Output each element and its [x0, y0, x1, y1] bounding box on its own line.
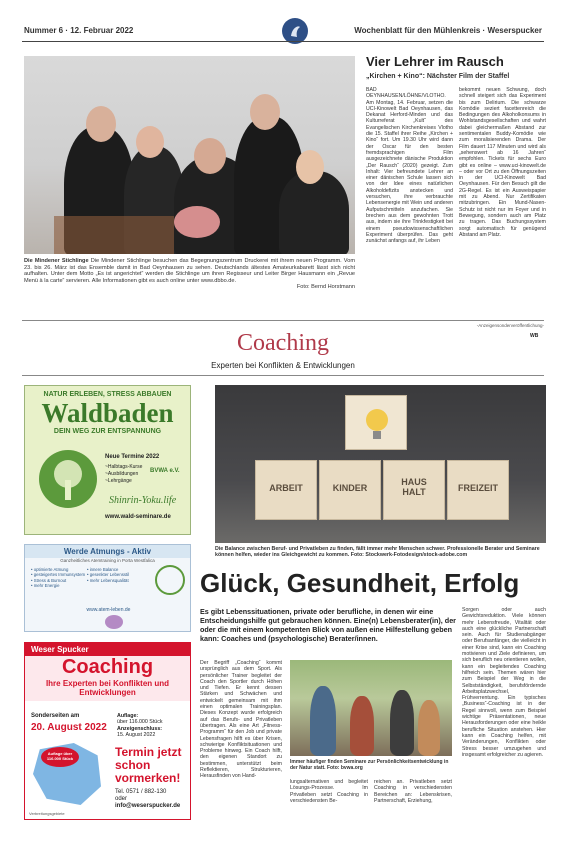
section-subtitle: Experten bei Konflikten & Entwicklungen	[211, 361, 355, 370]
cubes-caption	[215, 546, 546, 559]
ws-mail[interactable]: info@weserspucker.de	[115, 803, 181, 809]
atmung-item: • mehr Energie	[31, 583, 60, 589]
atmung-ad[interactable]	[24, 544, 191, 632]
ws-auflage-label: Auflage:	[117, 713, 139, 719]
anzeige-label: -Anzeigensonderveröffentlichung-	[476, 323, 544, 328]
waldbaden-assoc: BVWA e.V.	[150, 468, 180, 474]
caption-text: Die Mindener Stichlinge besuchen das Begegnungszentrum Druckerei mit ihrem neuen Programm. Vom 23. bis 26. März ist das Ensemble damit in Bad Oeynhausen zu sehen. Deutschlands ältestes Amateurkabarett lässt sich nicht aufhalten. Unter dem Motto „Es ist angerichtet“ werden die Stichlinge um ihren Regisseur und Leiter Birger Hausmann ein „Revue Menü à la carte“ servieren. Alle Informationen gibt es auch online unter www.dbbo.de.	[24, 258, 355, 284]
atmung-item: • mehr Lebensqualität	[87, 577, 129, 583]
cubes-credit: Foto: Stockwerk-Fotodesign/stock-adobe.com	[350, 552, 468, 559]
waldbaden-item: ~Lehrgänge	[105, 478, 132, 484]
ws-brand: Weser Spucker	[25, 643, 190, 656]
waldbaden-item: ~Halbtags-Kurse	[105, 464, 143, 470]
ws-date: 20. August 2022	[31, 722, 107, 733]
atmung-title: Werde Atmungs - Aktiv	[25, 545, 190, 558]
photo-credit: Foto: Bernd Horstmann	[296, 284, 355, 291]
atmung-item: • gesteigertes Immunsystem	[31, 572, 86, 578]
article-col-1: BAD OEYNHAUSEN/LÖHNE/VLOTHO. Am Montag, 14. Februar, setzen die UCI-Kinowelt Bad Oeynhausen, das Dekanat Herford-Minden und das Kulturreferat „Kult“ des Evangelischen Kirchenkreises Vlotho die 15. Staffel ihrer Reihe „Kirchen + Kino“ fort. Um 19.30 Uhr wird dann der Oscar für den besten fremdsprachigen Film ausgezeichnete dänische Produktion „Der Rausch“ (2020) gezeigt. Zum Inhalt: Vier befreundete Lehrer an einer dänischen Schule lassen sich von der Idee eines natürlichen Alkoholdefizits anstecken und versuchen, ihre verbrauchte Lebensenergie mit Wein und anderen Aufputschmitteln anzufachen. Sie brechen aus dem gewohnten Trott aus, indem sie ihre Trinkfestigkeit bei einem pseudowissenschaftlichen Experiment überprüfen. Das geht zunächst anfangs auf, ihr Leben	[366, 87, 453, 245]
seminar-caption: Immer häufiger finden Seminare zur Persönlichkeitsentwicklung in der Natur statt. Foto: bvwa.org	[290, 759, 449, 771]
ws-title: Coaching	[61, 656, 154, 678]
article-author: WB	[530, 333, 539, 339]
main-col-4: Sorgen oder auch Gewichtsreduktion. Viele können mehr Lebensfreude, Vitalität oder auch eine glückliche Partnerschaft sein. Auch für Studienabgänger oder Berufsanfänger, die vielleicht in einer Krise sind, kann ein Coaching motivieren und Ziele definieren, um sich beruflich neu orientieren wollen, kann ein begleitendes Coaching hilfreich sein. Themen wären hier zum Beispiel der Weg in die Selbstständigkeit, berufsfördernde Arbeitsplatzwechsel, Frühverrentung. Ein typisches „Business“-Coaching ist in der Regel sinnvoll, wenn zum Beispiel wichtige Präsentationen, neue Herausforderungen oder eine heikle berufliche Situation anstehen. Hier kann ein Coaching helfen, mit Veränderungen, Konflikten oder Stress besser umzugehen und insgesamt erfolgreicher zu agieren.	[462, 607, 546, 758]
waldbaden-name: Waldbaden	[41, 398, 174, 428]
lotus-icon	[105, 615, 123, 629]
article-title: Vier Lehrer im Rausch	[366, 54, 504, 69]
article-col-2: bekommt neuen Schwung, doch schnell steigert sich das Experiment bis zum Delirium. Die schwarze Komödie seziert facettenreich die Bedingungen des Alkoholkonsums in Wohlstandsgesellschaften und wahrt dabei gleichermaßen Abstand zur sentimentalen Buddy-Komödie wie zum moralisierenden Drama. Der Film dauert 117 Minuten und wird als „sehenswert ab 16 Jahren“ empfohlen. Tickets für sechs Euro gibt es online – www.uci-kinowelt.de – oder vor Ort zu den Öffnungszeiten in der UCI-Kinowelt Bad Oeynhausen. Für den Besuch gilt die 2G-Regel. Es ist ein Ausweispapier mit zu Abend. Nur Zertifikaten mitzubringen. Ein Mund-Nasen-Schutz ist nicht nur im Foyer und in Bewegung, sondern auch am Platz zu tragen. Das Buchungssystem sorgt automatisch für genügend Abstand am Platz.	[459, 87, 546, 238]
waldbaden-url[interactable]: www.wald-seminare.de	[105, 514, 171, 520]
stichlinge-photo	[24, 56, 355, 254]
cubes-caption-text: Die Balance zwischen Beruf- und Privatleben zu finden, fällt immer mehr Menschen schwer. Professionelle Berater und Seminare können helfen, wieder ins Gleichgewicht zu kommen.	[215, 546, 540, 559]
cube-label: HAUS HALT	[383, 460, 445, 520]
ws-tel[interactable]: Tel. 0571 / 882-130	[115, 789, 167, 795]
ws-oder: oder	[115, 796, 128, 802]
weserspucker-ad[interactable]	[24, 642, 191, 820]
section-rule	[22, 375, 544, 376]
photo-caption	[24, 258, 355, 291]
main-headline: Glück, Gesundheit, Erfolg	[200, 568, 520, 598]
waldbaden-termine: Neue Termine 2022	[105, 454, 160, 460]
atmung-item: • innere Balance	[87, 567, 119, 572]
atmung-item: • gesenkter Lebensstil	[87, 572, 130, 578]
lungs-icon	[155, 565, 185, 595]
ws-cta: Termin jetzt schon vormerken!	[115, 745, 182, 785]
tree-icon	[39, 450, 97, 508]
atmung-item: • Stress & Burnout	[31, 577, 67, 583]
main-col-1: Der Begriff „Coaching“ kommt ursprünglich aus dem Sport. Als persönlicher Trainer begleitet der Coach den Sportler durch Höhen und Tiefen. Er kennt dessen Stärken und Schwächen und entwickelt gemeinsam mit ihm einen optimalen Trainingsplan. Dieses Konzept wurde erfolgreich auf das Berufs- und Privatleben übertragen. Als eine Art „Fitness-Programm“ für den Job und private Lebensfragen hilft es über Krisen, schwierige Konfliktsituationen und Probleme hinweg. Ein Coach hilft, den eigenen Standort zu bestimmen, unterstützt beim Reflektieren, Strukturieren, Herausfinden von Hand-	[200, 660, 282, 780]
ws-auflage: über 116.000 Stück	[117, 719, 163, 726]
ws-sub: Ihre Experten bei Konflikten und Entwicklungen	[45, 679, 170, 697]
page-header	[22, 22, 544, 40]
article-subtitle: „Kirchen + Kino“: Nächster Film der Staffel	[366, 73, 510, 80]
main-col-3: reichen an. Privatleben setzt Coaching in verschiedensten Bereichen an: Lebenskrisen, Partnerschaft, Erziehung,	[374, 779, 452, 804]
ad-rule	[22, 320, 544, 321]
cubes-photo	[215, 385, 546, 543]
cube-label: ARBEIT	[255, 460, 317, 520]
cube-label: FREIZEIT	[447, 460, 509, 520]
waldbaden-brand: Shinrin-Yoku.life	[109, 495, 177, 506]
main-col-2: lungsalternativen und begleitet Lösungs-Prozesse. Im Privatleben setzt Coaching in verschiedensten Be-	[290, 779, 368, 804]
waldbaden-ad[interactable]	[24, 385, 191, 535]
atmung-url[interactable]: www.atem-leben.de	[86, 607, 131, 613]
ws-sonder: Sonderseiten am	[31, 713, 80, 719]
lightbulb-icon	[345, 395, 407, 450]
paper-name: Wochenblatt für den Mühlenkreis · Weserspucker	[354, 26, 542, 35]
section-title: Coaching	[237, 330, 329, 356]
seminar-photo	[290, 660, 452, 756]
waldbaden-tagline: DEIN WEG ZUR ENTSPANNUNG	[53, 428, 162, 435]
ws-schluss-label: Anzeigenschluss:	[117, 725, 163, 732]
ws-footer: Verbreitungsgebiete	[29, 811, 65, 816]
atmung-sub: Ganzheitliches Atemtraining in Porta Westfalica	[60, 558, 155, 563]
cube-label: KINDER	[319, 460, 381, 520]
main-lead: Es gibt Lebenssituationen, private oder berufliche, in denen wir eine Entscheidungshilfe gut gebrauchen können. Eine(n) Lebensberater(in), der oder die mit einem kompetenten Blick von außen eine Hilfestellung geben kann: Coaches und (psychologische) Berater/innen.	[200, 607, 456, 643]
waldbaden-item: ~Ausbildungen	[105, 471, 139, 477]
ws-badge: Auflage über 116.000 Stück	[41, 747, 79, 767]
issue-date: Nummer 6 · 12. Februar 2022	[24, 26, 134, 35]
ws-schluss: 15. August 2022	[117, 732, 156, 739]
caption-lead: Die Mindener Stichlinge	[24, 258, 89, 264]
atmung-item: • optimierte Atmung	[31, 567, 69, 572]
waldbaden-top: NATUR ERLEBEN, STRESS ABBAUEN	[43, 391, 172, 398]
header-rule	[22, 41, 544, 42]
